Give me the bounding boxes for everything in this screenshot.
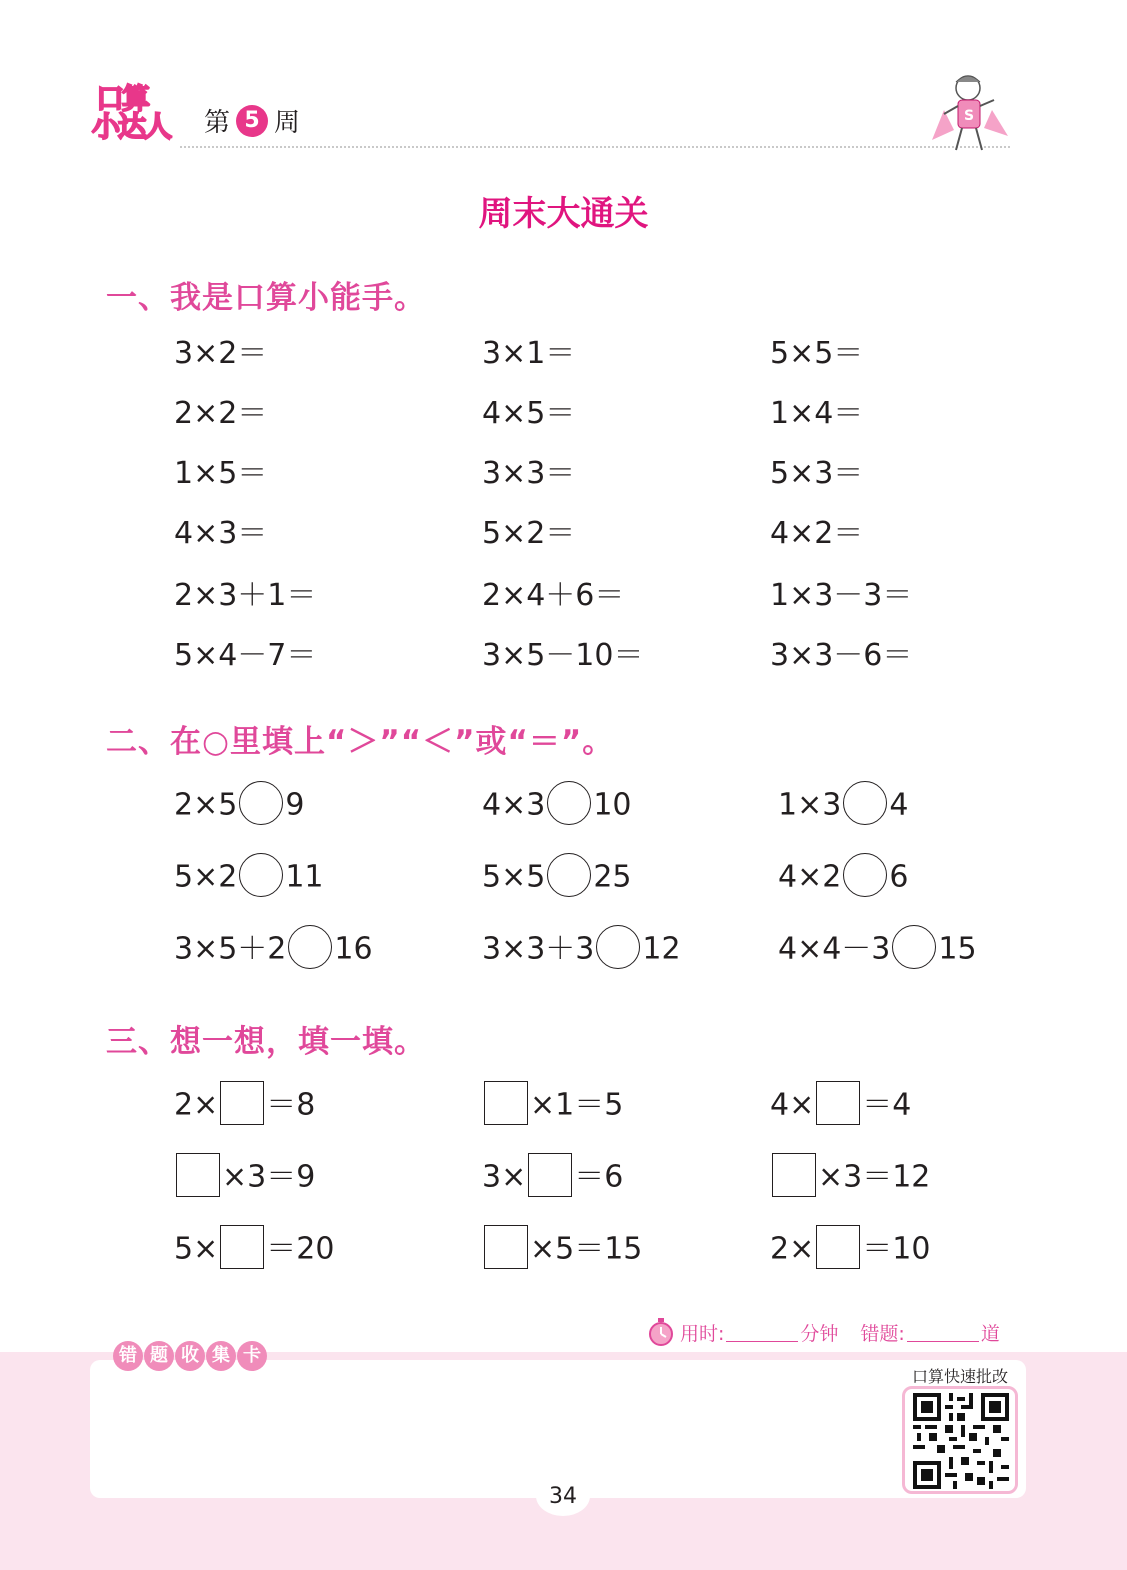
card-tag-char: 集 [206,1341,236,1371]
answer-circle[interactable] [288,925,332,969]
logo-line-2: 小达人 [92,110,171,143]
fill-before: 3× [482,1159,527,1195]
week-prefix: 第 [204,108,231,138]
compare-right: 25 [593,859,632,895]
page-title: 周末大通关 [478,194,649,234]
compare-left: 4×2 [778,859,842,895]
error-card-tag [113,1341,267,1371]
logo-line-1: 口算 [96,82,149,115]
fill-after: ×3＝12 [818,1159,931,1195]
answer-box[interactable] [528,1153,572,1197]
compare-left: 3×3＋3 [482,931,595,967]
svg-text:S: S [963,108,975,124]
answer-circle[interactable] [547,853,591,897]
answer-circle[interactable] [239,781,283,825]
compare-left: 5×2 [174,859,238,895]
week-label [204,102,300,139]
answer-box[interactable] [484,1081,528,1125]
compare-problem [482,856,632,900]
compare-problem [174,928,373,972]
time-blank[interactable] [726,1323,798,1342]
compare-right: 16 [334,931,373,967]
fill-problem [174,1156,315,1200]
fill-after: ×3＝9 [222,1159,316,1195]
fill-before: 4× [770,1087,815,1123]
fill-problem [482,1156,623,1200]
answer-box[interactable] [176,1153,220,1197]
calc-problem: 5×4－7＝ [174,638,317,673]
calc-problem: 4×2＝ [770,516,864,551]
answer-circle[interactable] [843,853,887,897]
answer-box[interactable] [484,1225,528,1269]
errors-label: 错题: [860,1322,905,1345]
answer-circle[interactable] [239,853,283,897]
card-tag-char: 收 [175,1341,205,1371]
calc-problem: 4×3＝ [174,516,268,551]
fill-problem [482,1084,623,1128]
fill-problem [174,1228,334,1272]
calc-problem: 3×3＝ [482,456,576,491]
errors-unit: 道 [980,1322,1000,1345]
compare-left: 5×5 [482,859,546,895]
compare-right: 10 [593,787,632,823]
fill-before: 2× [770,1231,815,1267]
calc-problem: 1×3－3＝ [770,578,913,613]
answer-circle[interactable] [547,781,591,825]
superhero-mascot-icon [924,70,1016,160]
fill-problem [770,1084,911,1128]
calc-problem: 1×4＝ [770,396,864,431]
calc-problem: 5×2＝ [482,516,576,551]
fill-after: ＝8 [266,1087,316,1123]
fill-problem [770,1228,930,1272]
calc-problem: 3×3－6＝ [770,638,913,673]
timer-line [648,1318,1000,1346]
page-number: 34 [536,1476,590,1516]
card-tag-char: 错 [113,1341,143,1371]
compare-right: 11 [285,859,324,895]
answer-circle[interactable] [596,925,640,969]
calc-problem: 4×5＝ [482,396,576,431]
compare-right: 6 [889,859,909,895]
qr-code-icon [913,1393,1009,1489]
answer-circle[interactable] [843,781,887,825]
brand-logo [92,84,182,148]
fill-before: 5× [174,1231,219,1267]
calc-problem: 3×1＝ [482,336,576,371]
compare-problem [778,928,977,972]
fill-problem [174,1084,315,1128]
week-suffix: 周 [274,108,301,138]
stopwatch-icon [648,1318,674,1346]
fill-after: ×5＝15 [530,1231,643,1267]
compare-right: 9 [285,787,305,823]
time-unit: 分钟 [800,1322,839,1345]
fill-after: ＝4 [862,1087,912,1123]
section-2-title: 二、在○里填上“＞”“＜”或“＝”。 [106,724,615,760]
fill-problem [482,1228,642,1272]
calc-problem: 1×5＝ [174,456,268,491]
time-label: 用时: [680,1322,725,1345]
calc-problem: 3×2＝ [174,336,268,371]
fill-problem [770,1156,930,1200]
fill-after: ＝20 [266,1231,335,1267]
compare-left: 4×4－3 [778,931,891,967]
compare-problem [482,784,632,828]
week-number-badge: 5 [236,105,268,137]
compare-problem [778,856,908,900]
fill-after: ＝10 [862,1231,931,1267]
compare-problem [482,928,681,972]
compare-right: 15 [938,931,977,967]
header-divider [180,146,1010,148]
section-3-title: 三、想一想，填一填。 [106,1024,426,1060]
calc-problem: 5×3＝ [770,456,864,491]
compare-problem [778,784,908,828]
answer-box[interactable] [220,1225,264,1269]
compare-right: 4 [889,787,909,823]
compare-left: 2×5 [174,787,238,823]
calc-problem: 2×4＋6＝ [482,578,625,613]
compare-left: 4×3 [482,787,546,823]
calc-problem: 2×3＋1＝ [174,578,317,613]
compare-problem [174,784,304,828]
section-1-title: 一、我是口算小能手。 [106,280,426,316]
calc-problem: 2×2＝ [174,396,268,431]
fill-before: 2× [174,1087,219,1123]
errors-blank[interactable] [907,1323,979,1342]
answer-box[interactable] [816,1081,860,1125]
calc-problem: 3×5－10＝ [482,638,644,673]
qr-label: 口算快速批改 [912,1367,1009,1386]
fill-after: ×1＝5 [530,1087,624,1123]
answer-circle[interactable] [892,925,936,969]
card-tag-char: 卡 [237,1341,267,1371]
answer-box[interactable] [772,1153,816,1197]
qr-code-frame[interactable] [902,1386,1018,1494]
calc-problem: 5×5＝ [770,336,864,371]
compare-left: 1×3 [778,787,842,823]
answer-box[interactable] [220,1081,264,1125]
fill-after: ＝6 [574,1159,624,1195]
compare-right: 12 [642,931,681,967]
compare-problem [174,856,324,900]
answer-box[interactable] [816,1225,860,1269]
compare-left: 3×5＋2 [174,931,287,967]
card-tag-char: 题 [144,1341,174,1371]
